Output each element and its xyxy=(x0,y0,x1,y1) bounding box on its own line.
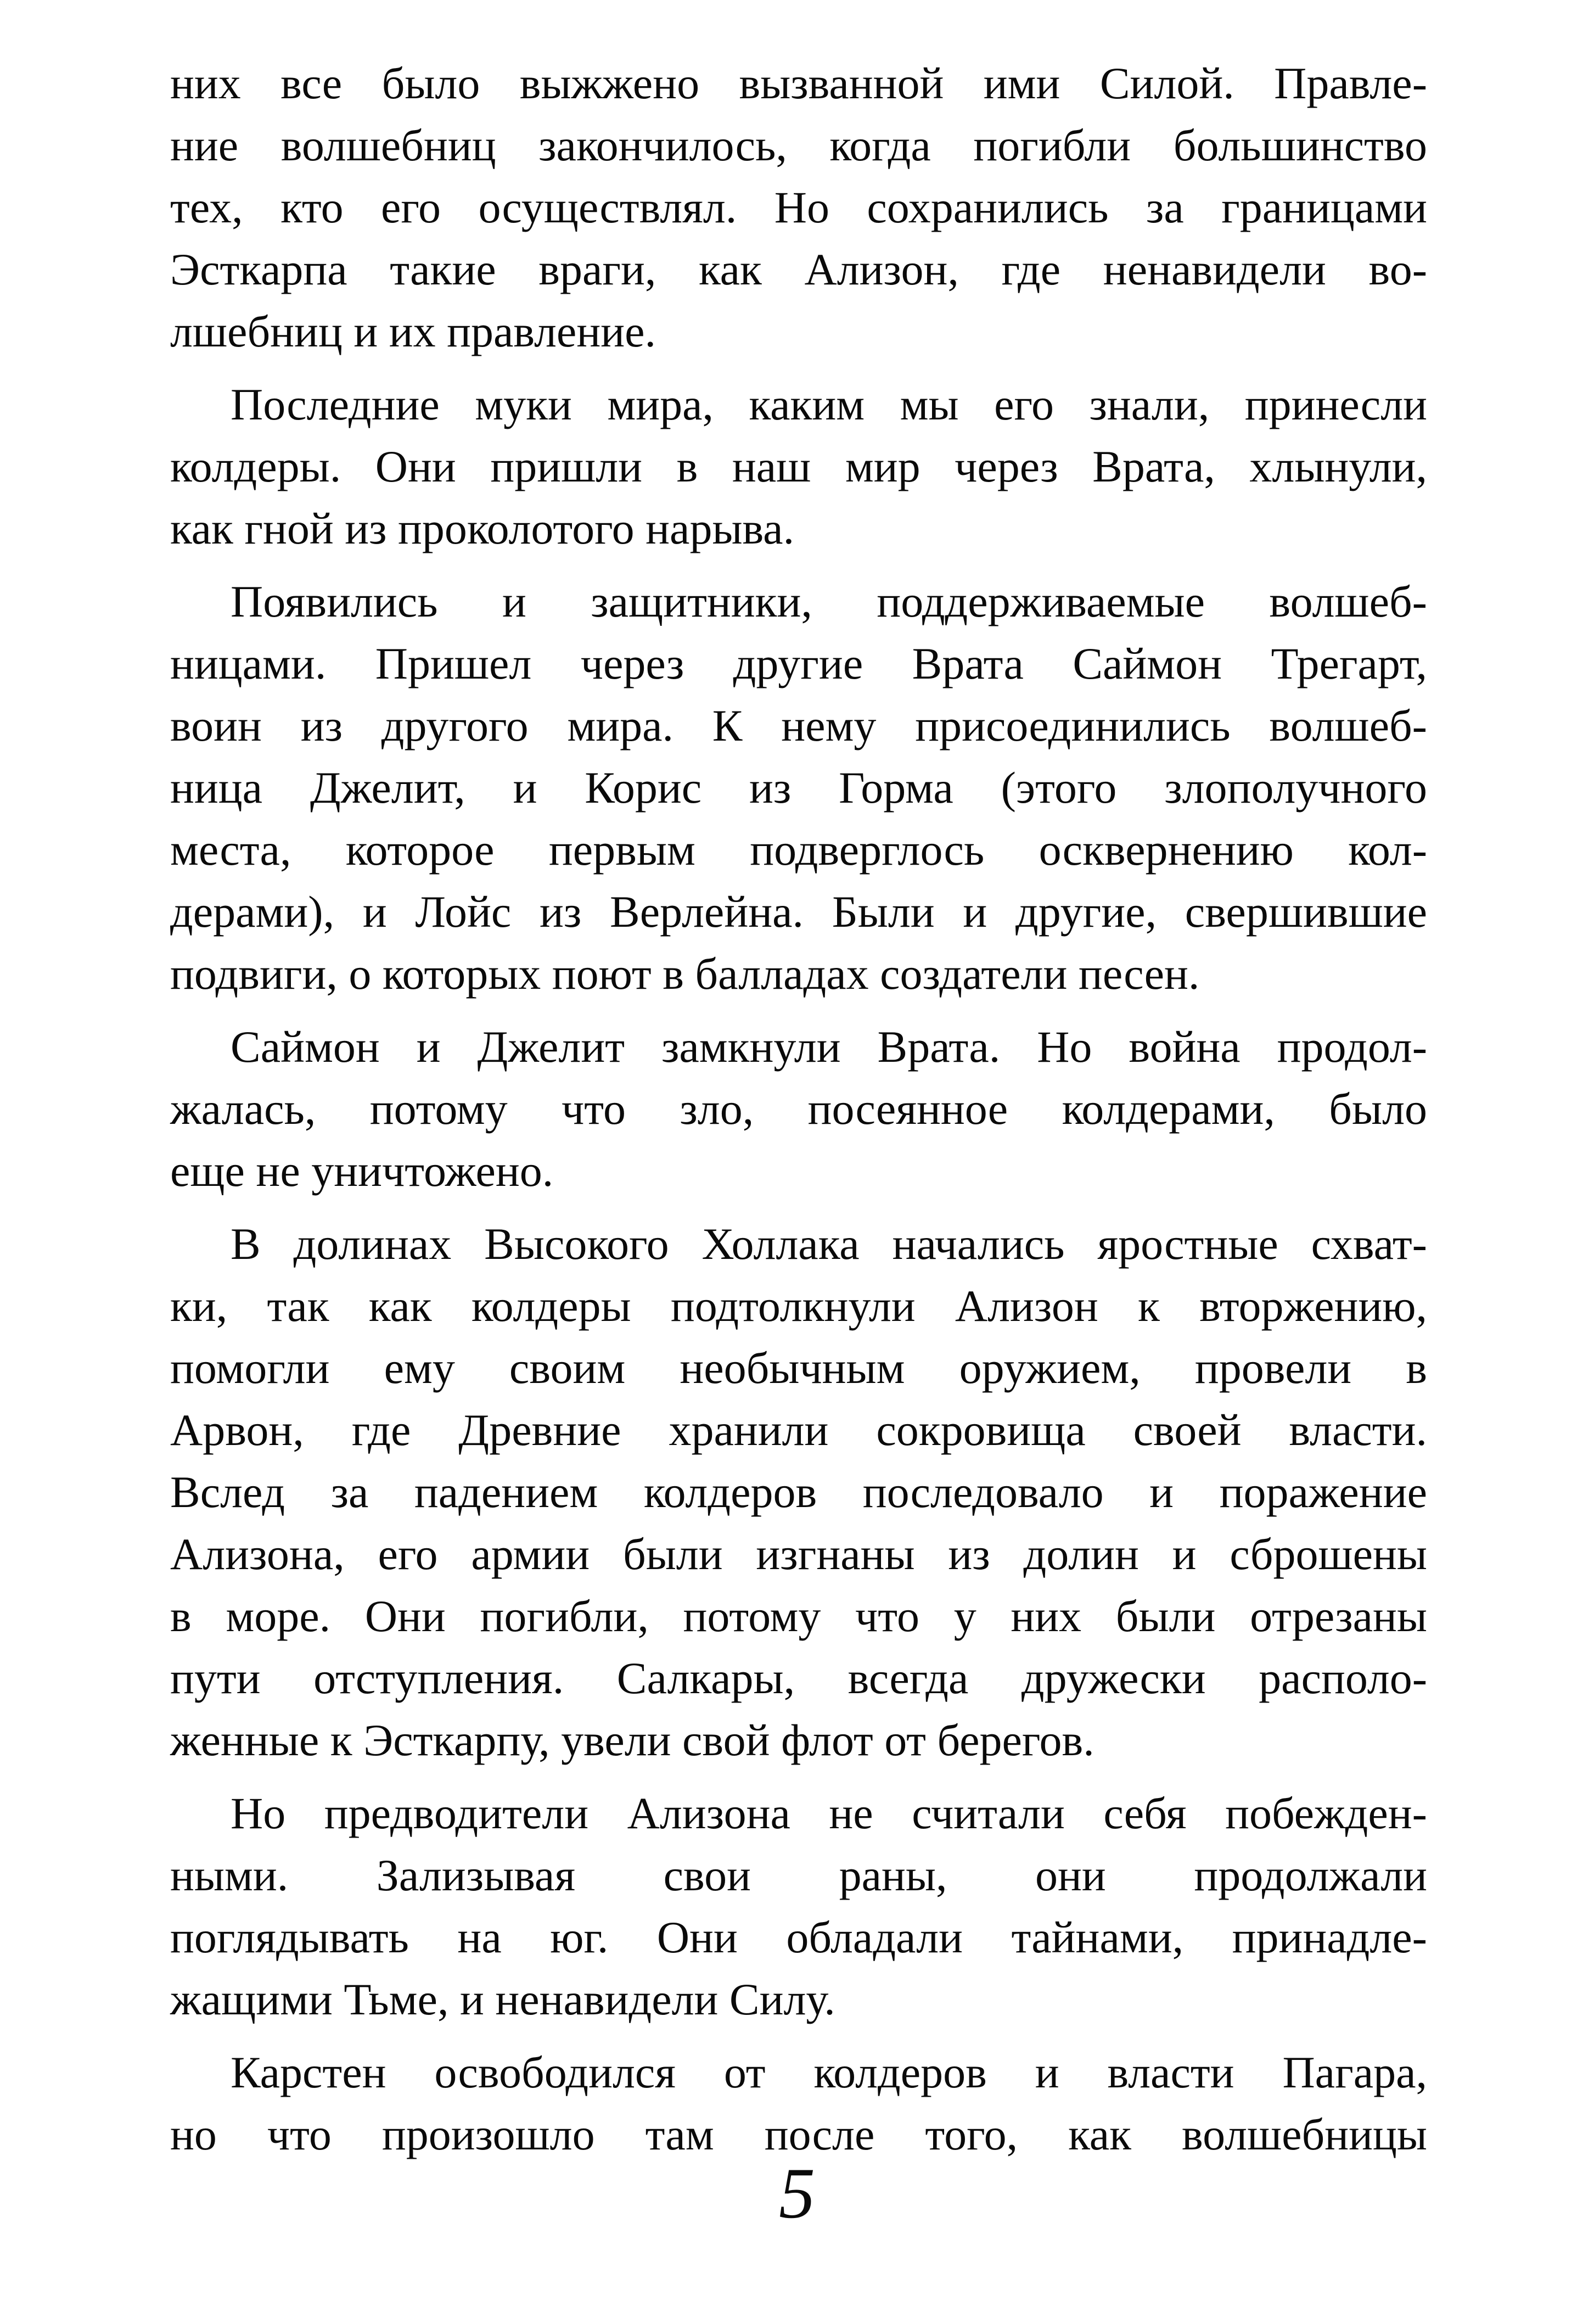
paragraph xyxy=(170,1213,1427,1771)
text-line: Карстен освободился от колдеров и власти Пагара, xyxy=(231,2047,1427,2097)
text-line: ки, так как колдеры подтолкнули Ализон к вторжению, xyxy=(170,1281,1427,1331)
paragraph-gap xyxy=(170,1202,1427,1213)
text-line: ными. Зализывая свои раны, они продолжали xyxy=(170,1850,1427,1900)
text-line: В долинах Высокого Холлака начались яростные схват- xyxy=(231,1219,1427,1269)
paragraph-gap xyxy=(170,1771,1427,1782)
text-line: Арвон, где Древние хранили сокровища своей власти. xyxy=(170,1405,1427,1455)
text-line: Ализона, его армии были изгнаны из долин и сброшены xyxy=(170,1529,1427,1579)
text-line: Последние муки мира, каким мы его знали, принесли xyxy=(231,379,1427,429)
text-line: помогли ему своим необычным оружием, провели в xyxy=(170,1343,1427,1393)
paragraph-gap xyxy=(170,1005,1427,1016)
paragraph-gap xyxy=(170,559,1427,570)
text-line: жалась, потому что зло, посеянное колдерами, было xyxy=(170,1084,1427,1134)
body-text xyxy=(170,52,1427,2165)
paragraph xyxy=(170,373,1427,559)
text-line: места, которое первым подверглось осквернению кол- xyxy=(170,825,1427,875)
paragraph xyxy=(170,1782,1427,2030)
paragraph xyxy=(170,1016,1427,1202)
text-line: но что произошло там после того, как волшебницы xyxy=(170,2109,1427,2159)
paragraph xyxy=(170,2041,1427,2165)
page-number: 5 xyxy=(779,2153,815,2233)
text-line: женные к Эсткарпу, увели свой флот от берегов. xyxy=(170,1715,1095,1765)
text-line: Вслед за падением колдеров последовало и поражение xyxy=(170,1467,1427,1517)
text-line: поглядывать на юг. Они обладали тайнами, принадле- xyxy=(170,1912,1427,1962)
text-line: дерами), и Лойс из Верлейна. Были и другие, свершившие xyxy=(170,887,1427,937)
paragraph xyxy=(170,570,1427,1005)
text-line: жащими Тьме, и ненавидели Силу. xyxy=(170,1974,835,2024)
text-line: колдеры. Они пришли в наш мир через Врата, хлынули, xyxy=(170,441,1427,491)
text-line: воин из другого мира. К нему присоединились волшеб- xyxy=(170,701,1427,751)
text-line: Эсткарпа такие враги, как Ализон, где ненавидели во- xyxy=(170,244,1427,294)
text-line: тех, кто его осуществлял. Но сохранились за границами xyxy=(170,182,1427,232)
text-line: как гной из проколотого нарыва. xyxy=(170,503,795,553)
text-line: ницами. Пришел через другие Врата Саймон Трегарт, xyxy=(170,639,1427,688)
text-line: Появились и защитники, поддерживаемые волшеб- xyxy=(231,576,1427,626)
paragraph xyxy=(170,52,1427,362)
text-line: них все было выжжено вызванной ими Силой. Правле- xyxy=(170,58,1427,108)
text-line: еще не уничтожено. xyxy=(170,1146,554,1196)
text-line: пути отступления. Салкары, всегда дружески располо- xyxy=(170,1653,1427,1703)
text-line: лшебниц и их правление. xyxy=(170,306,656,356)
text-line: подвиги, о которых поют в балладах создатели песен. xyxy=(170,949,1200,999)
paragraph-gap xyxy=(170,362,1427,373)
text-line: ница Джелит, и Корис из Горма (этого злополучного xyxy=(170,763,1427,813)
text-line: ние волшебниц закончилось, когда погибли большинство xyxy=(170,120,1427,170)
text-line: Саймон и Джелит замкнули Врата. Но война продол- xyxy=(231,1022,1427,1072)
paragraph-gap xyxy=(170,2030,1427,2041)
text-line: в море. Они погибли, потому что у них были отрезаны xyxy=(170,1591,1427,1641)
text-line: Но предводители Ализона не считали себя побежден- xyxy=(231,1788,1427,1838)
